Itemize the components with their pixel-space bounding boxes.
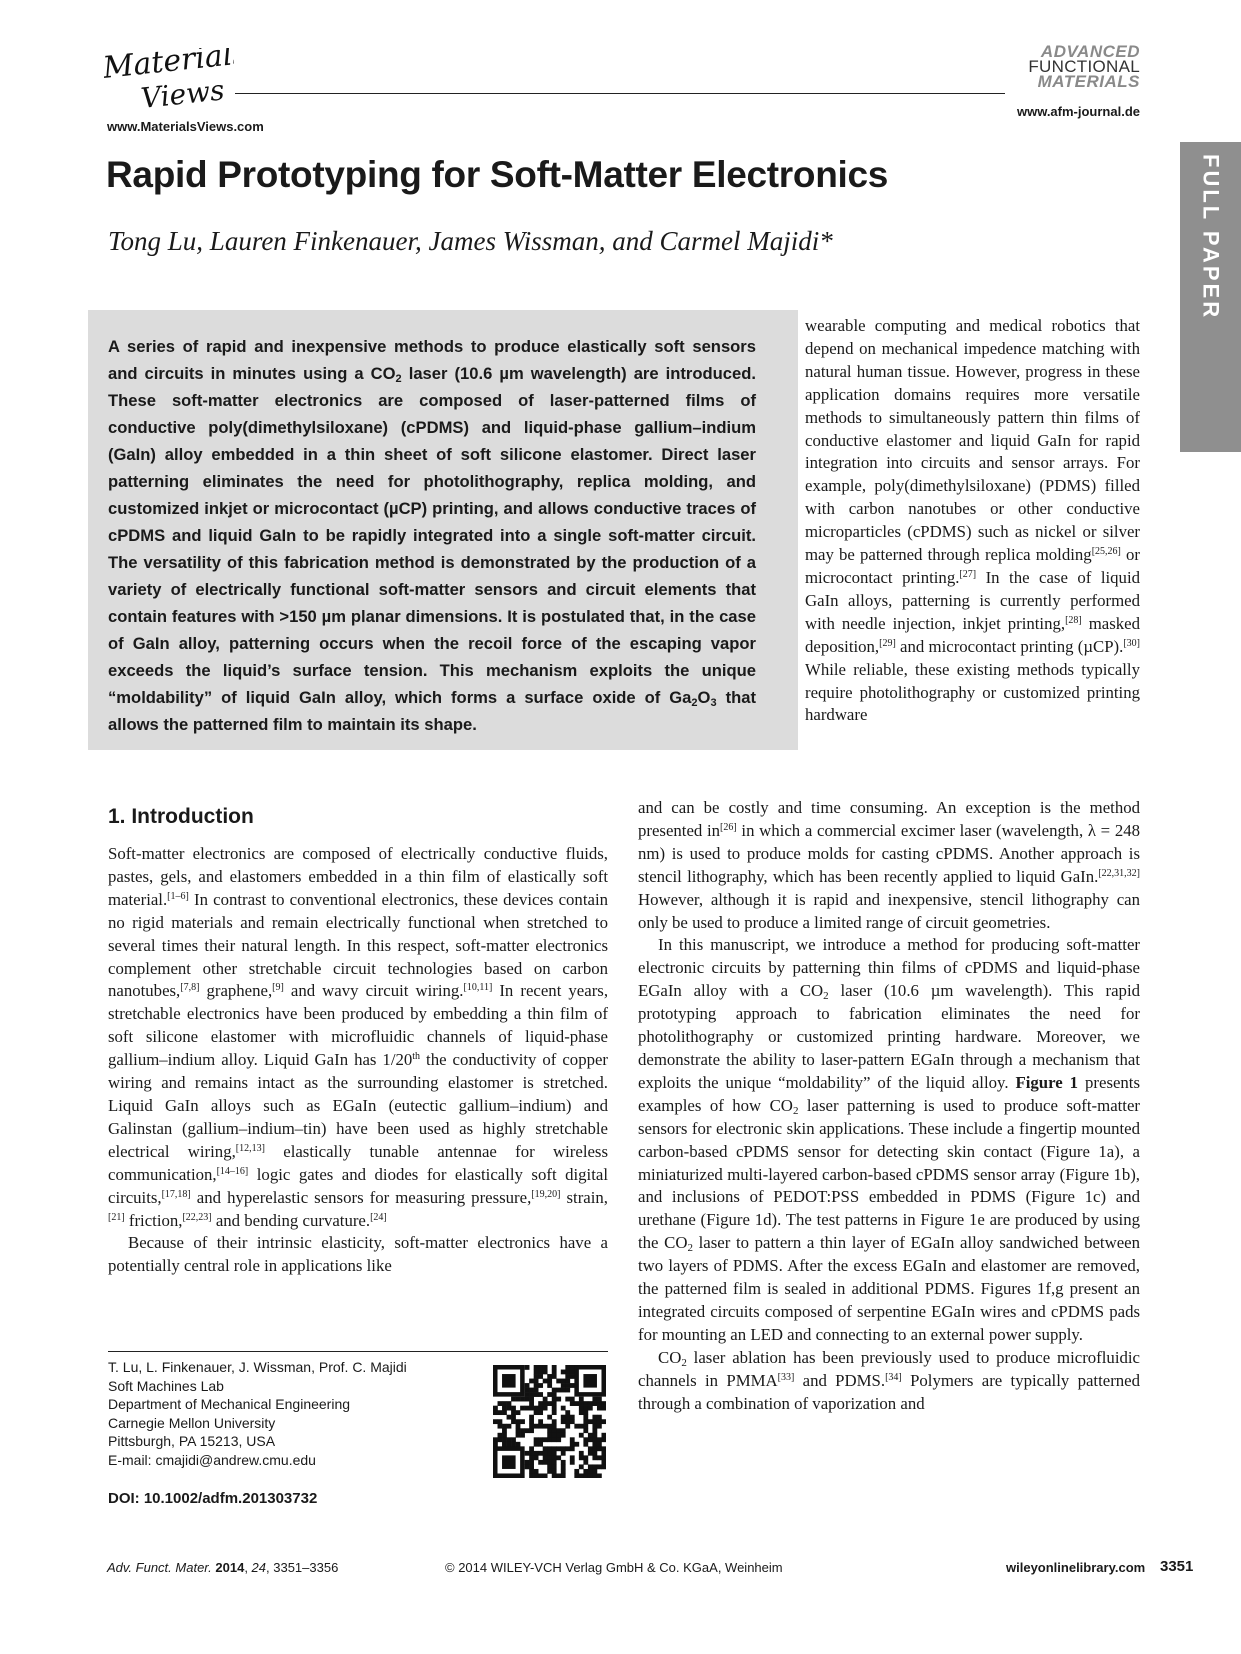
journal-logo: [990, 44, 1140, 89]
left-column-body: [108, 843, 608, 1278]
page-number: 3351: [1160, 1558, 1194, 1575]
affiliation-address: Pittsburgh, PA 15213, USA: [108, 1433, 276, 1449]
journal-logo-line-1: ADVANCED: [1040, 42, 1140, 61]
footer-journal-citation: Adv. Funct. Mater. 2014, 24, 3351–3356: [107, 1560, 339, 1575]
footer-copyright: © 2014 WILEY-VCH Verlag GmbH & Co. KGaA, Weinheim: [445, 1560, 783, 1575]
side-tab-label: FULL PAPER: [1198, 154, 1224, 321]
right-column-body: [638, 797, 1140, 1415]
right-paragraph-2: In this manuscript, we introduce a method for producing soft-matter electronic circuits by patterning thin films of cPDMS and liquid-phase EGaIn alloy with a $CO_2$ laser (10.6 µm wavelength). This rapid prototyping approach to fabrication eliminates the need for photolithography or customized printing hardware. Moreover, we demonstrate the ability to laser-pattern EGaIn through a mechanism that exploits the unique “moldability” of the liquid alloy. Figure 1 presents examples of how $CO_2$ laser patterning is used to produce soft-matter sensors for electronic skin applications. These include a fingertip mounted carbon-based cPDMS sensor for detecting skin contact (Figure 1a), a miniaturized multi-layered carbon-based cPDMS sensor array (Figure 1b), and inclusions of PEDOT:PSS embedded in PDMS (Figure 1c) and urethane (Figure 1d). The test patterns in Figure 1e are produced by using the $CO_2$ laser to pattern a thin layer of EGaIn alloy sandwiched between two layers of PDMS. After the excess EGaIn and elastomer are removed, the patterned film is sealed in additional PDMS. Figures 1f,g present an integrated circuits composed of serpentine EGaIn wires and cPDMS pads for mounting an LED and connecting to an external power supply.: [638, 935, 1141, 1344]
logo-word-materials: Materials: [104, 48, 234, 86]
affiliation-rule: [108, 1351, 608, 1352]
right-paragraph-3: $CO_2$ laser ablation has been previously used to produce microfluidic channels in PMMA[33] and PDMS.[34] Polymers are typically patterned through a combination of vaporization and: [638, 1347, 1141, 1413]
journal-url[interactable]: www.afm-journal.de: [1016, 104, 1140, 119]
doi-link[interactable]: DOI: 10.1002/adfm.201303732: [108, 1490, 318, 1507]
logo-word-views: Views: [139, 73, 226, 115]
affiliation-lab: Soft Machines Lab: [108, 1377, 224, 1394]
right-paragraph-1: and can be costly and time consuming. An exception is the method presented in[26] in which a commercial excimer laser (wavelength, λ = 248 nm) is used to produce molds for casting cPDMS. Another approach is stencil lithography, which has been recently applied to liquid GaIn.[22,31,32] However, although it is rapid and inexpensive, stencil lithography can only be used to produce a limited range of circuit geometries.: [638, 798, 1140, 932]
article-authors: Tong Lu, Lauren Finkenauer, James Wissman, and Carmel Majidi*: [108, 226, 833, 256]
intro-paragraph-2: Because of their intrinsic elasticity, soft-matter electronics have a potentially central role in applications like: [108, 1233, 608, 1276]
journal-logo-line-3: MATERIALS: [1037, 72, 1140, 91]
figure-1-reference[interactable]: Figure 1: [1015, 1072, 1079, 1092]
footer-site-link[interactable]: wileyonlinelibrary.com: [1006, 1560, 1146, 1575]
publisher-url[interactable]: www.MaterialsViews.com: [107, 119, 264, 134]
intro-paragraph-1: Soft-matter electronics are composed of electrically conductive fluids, pastes, gels, and elastomers embedded in a thin film of elastically soft material.[1–6] In contrast to conventional electronics, these devices contain no rigid materials and remain electrically functional when stretched to several times their natural length. In this respect, soft-matter electronics complement other stretchable circuit technologies based on carbon nanotubes,[7,8] graphene,[9] and wavy circuit wiring.[10,11] In recent years, stretchable electronics have been produced by embedding a thin film of soft silicone elastomer with microfluidic channels of liquid-phase gallium–indium alloy. Liquid GaIn has 1/20th the conductivity of copper wiring and remains intact as the surrounding elastomer is stretched. Liquid GaIn alloys such as EGaIn (eutectic gallium–indium) and Galinstan (gallium–indium–tin) have been used as highly stretchable electrical wiring,[12,13] elastically tunable antennae for wireless communication,[14–16] logic gates and diodes for elastically soft digital circuits,[17,18] and hyperelastic sensors for measuring pressure,[19,20] strain,[21] friction,[22,23] and bending curvature.[24]: [108, 844, 609, 1230]
affiliation-department: Department of Mechanical Engineering: [108, 1396, 351, 1412]
section-side-tab: [1180, 142, 1241, 452]
header-rule: [235, 93, 1005, 94]
right-column-top: wearable computing and medical robotics that depend on mechanical impedence matching with natural human tissue. However, progress in these application domains requires more versatile methods to simultaneously pattern thin films of conductive elastomer and liquid GaIn for rapid integration into circuits and sensor arrays. For example, poly(dimethylsiloxane) (PDMS) filled with carbon nanotubes or other conductive microparticles (cPDMS) such as nickel or silver may be patterned through replica molding[25,26] or microcontact printing.[27] In the case of liquid GaIn alloys, patterning is currently performed with needle injection, inkjet printing,[28] masked deposition,[29] and microcontact printing (µCP).[30] While reliable, these existing methods typically require photolithography or customized printing hardware: [805, 316, 1140, 725]
affiliation-email[interactable]: E-mail: cmajidi@andrew.cmu.edu: [108, 1451, 316, 1468]
section-heading: 1. Introduction: [108, 805, 254, 828]
affiliation-authors: T. Lu, L. Finkenauer, J. Wissman, Prof. C. Majidi: [108, 1359, 407, 1375]
affiliation-university: Carnegie Mellon University: [108, 1414, 276, 1431]
journal-logo-line-2: FUNCTIONAL: [1028, 57, 1140, 76]
abstract-text: A series of rapid and inexpensive methods to produce elastically soft sensors and circuits in minutes using a $CO_2$ laser (10.6 µm wavelength) are introduced. These soft-matter electronics are composed of laser-patterned films of conductive poly(dimethylsiloxane) (cPDMS) and liquid-phase gallium–indium (GaIn) alloy embedded in a thin sheet of soft silicone elastomer. Direct laser patterning eliminates the need for photolithography, replica molding, and customized inkjet or microcontact (µCP) printing, and allows conductive traces of cPDMS and liquid GaIn to be rapidly integrated into a single soft-matter circuit. The versatility of this fabrication method is demonstrated by the production of a variety of electrically functional soft-matter sensors and circuit elements that contain features with >150 µm planar dimensions. It is postulated that, in the case of GaIn alloy, patterning occurs when the recoil force of the escaping vapor exceeds the liquid’s surface tension. This mechanism exploits the unique “moldability” of liquid GaIn alloy, which forms a surface oxide of $Ga_2O_3$ that allows the patterned film to maintain its shape.: [108, 337, 756, 734]
article-title: Rapid Prototyping for Soft-Matter Electronics: [106, 154, 889, 195]
materials-views-logo: [104, 48, 234, 118]
qr-code-icon[interactable]: [493, 1365, 606, 1478]
affiliation-block: [108, 1358, 407, 1469]
